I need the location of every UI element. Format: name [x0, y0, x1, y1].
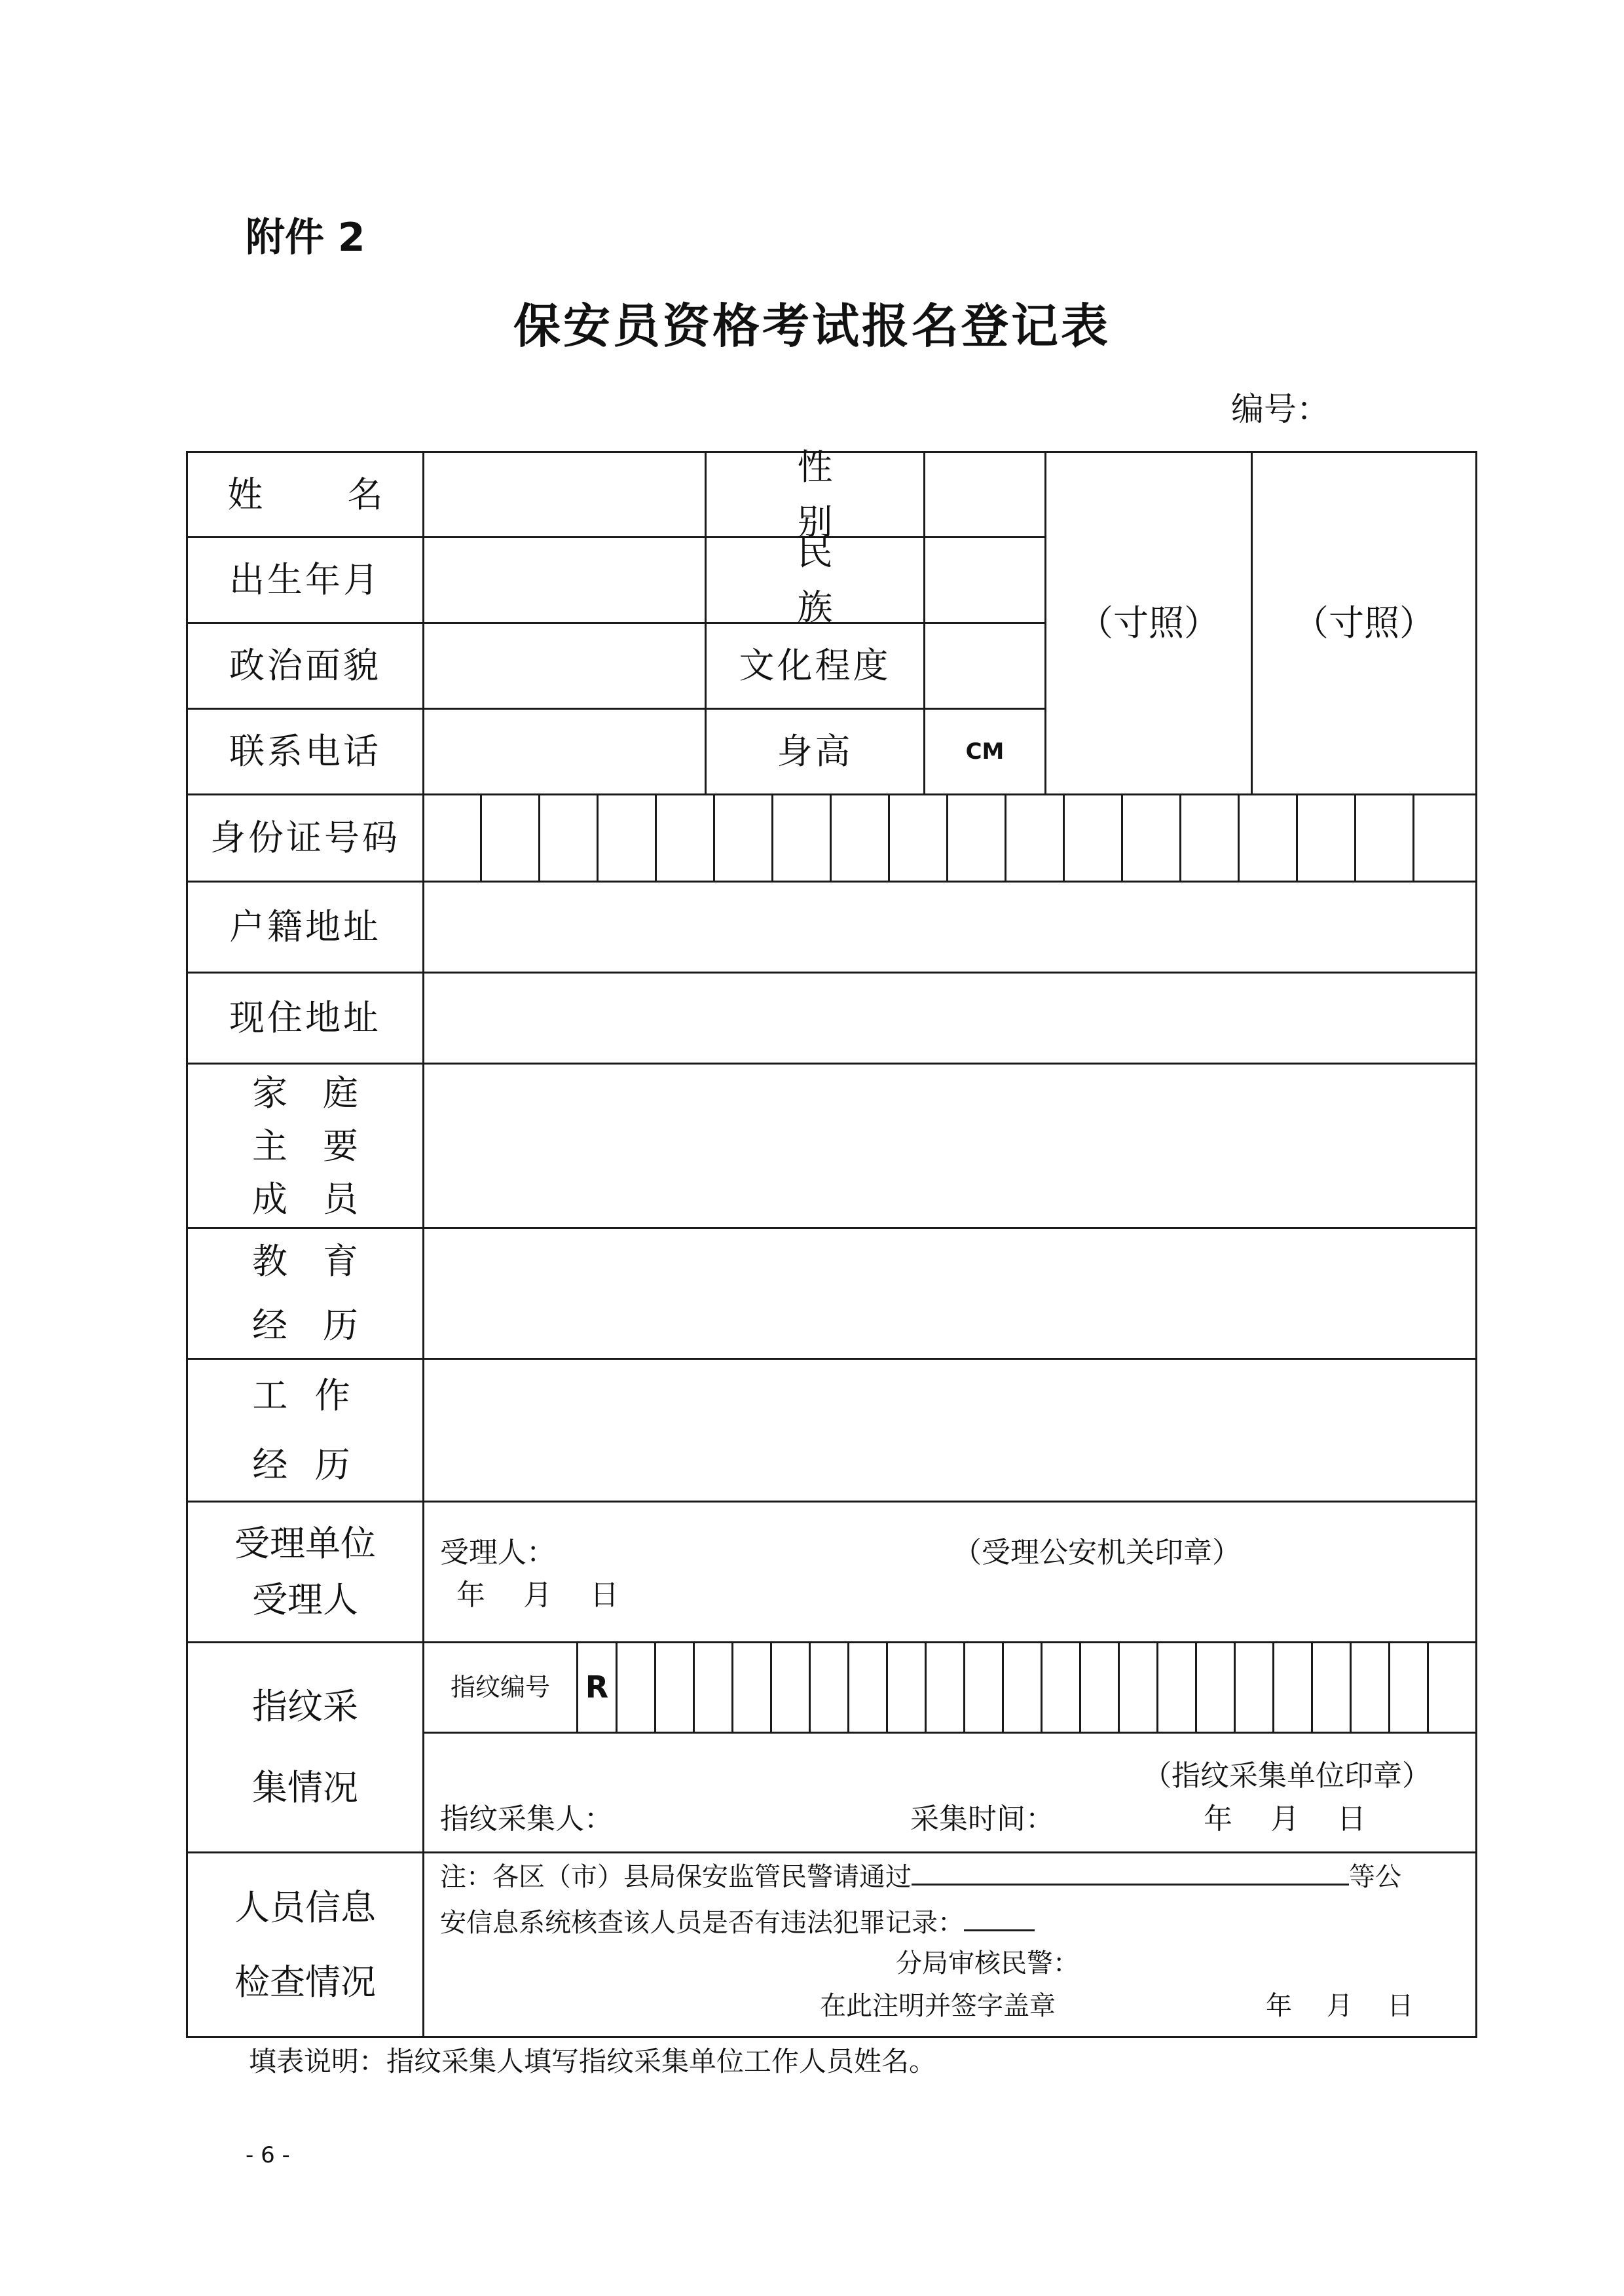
- photo-box-1: [1046, 453, 1251, 793]
- phone-label: 联系电话: [229, 731, 381, 773]
- fingerprint-seal-note: （指纹采集单位印章）: [1143, 1759, 1431, 1793]
- photo-placeholder-2: （寸照）: [1293, 602, 1435, 644]
- photo-placeholder-1: （寸照）: [1078, 602, 1219, 644]
- fingerprint-box-line: [1002, 1641, 1004, 1733]
- household-address-field[interactable]: [424, 883, 1475, 972]
- name-label: 姓 名: [227, 473, 420, 515]
- political-status-field[interactable]: [424, 624, 705, 708]
- fingerprint-box-line: [731, 1641, 733, 1733]
- residence-address-field[interactable]: [424, 974, 1475, 1063]
- fingerprint-box-line: [1234, 1641, 1236, 1733]
- photo-box-2: [1253, 453, 1475, 793]
- fingerprint-prefix: R: [585, 1669, 609, 1705]
- fingerprint-box-line: [1272, 1641, 1274, 1733]
- acceptor-label: 受理人：: [440, 1536, 555, 1569]
- fingerprint-box-line: [1118, 1641, 1120, 1733]
- ethnicity-label: 民 族: [797, 532, 870, 628]
- height-label: 身高: [777, 731, 853, 773]
- education-history-field[interactable]: [424, 1229, 1475, 1358]
- fingerprint-box-line: [654, 1641, 656, 1733]
- residence-address-label: 现住地址: [229, 997, 381, 1039]
- serial-number-label: 编号：: [1231, 390, 1329, 428]
- fingerprint-box-line: [963, 1641, 965, 1733]
- reviewer-label: 分局审核民警：: [896, 1948, 1079, 1978]
- gender-label: 性 别: [797, 446, 870, 543]
- id-number-label: 身份证号码: [210, 817, 400, 859]
- fingerprint-box-line: [616, 1641, 618, 1733]
- fingerprint-box-line: [847, 1641, 849, 1733]
- fingerprint-box-line: [886, 1641, 888, 1733]
- education-level-field[interactable]: [925, 624, 1044, 708]
- education-level-label: 文化程度: [739, 645, 891, 687]
- fingerprint-collector-label: 指纹采集人：: [440, 1802, 613, 1836]
- fingerprint-box-line: [1427, 1641, 1429, 1733]
- name-field[interactable]: [424, 453, 705, 536]
- fill-instructions: 填表说明：指纹采集人填写指纹采集单位工作人员姓名。: [249, 2045, 937, 2077]
- collection-time-label: 采集时间：: [910, 1802, 1054, 1836]
- fingerprint-box-line: [1311, 1641, 1313, 1733]
- fingerprint-box-line: [1388, 1641, 1390, 1733]
- political-status-label: 政治面貌: [229, 645, 381, 687]
- id-number-field[interactable]: [424, 795, 1475, 881]
- acceptance-label: 受理单位 受理人: [234, 1522, 376, 1620]
- height-unit: CM: [965, 738, 1005, 765]
- fingerprint-box-line: [1041, 1641, 1043, 1733]
- ethnicity-field[interactable]: [925, 538, 1044, 622]
- table-border-bottom: [186, 2036, 1477, 2038]
- fingerprint-box-line: [1079, 1641, 1081, 1733]
- fingerprint-box-line: [925, 1641, 927, 1733]
- fingerprint-label: 指纹采 集情况: [252, 1685, 358, 1808]
- acceptance-seal-note: （受理公安机关印章）: [953, 1536, 1241, 1569]
- fingerprint-box-line: [1195, 1641, 1197, 1733]
- fingerprint-box-line: [693, 1641, 695, 1733]
- collection-date: 年 月 日: [1204, 1802, 1366, 1836]
- fingerprint-box-line: [1350, 1641, 1352, 1733]
- gender-field[interactable]: [925, 453, 1044, 536]
- birth-label: 出生年月: [229, 559, 381, 601]
- attachment-label: 附件 2: [246, 215, 365, 261]
- phone-field[interactable]: [424, 710, 705, 793]
- household-address-label: 户籍地址: [229, 906, 381, 948]
- family-members-field[interactable]: [424, 1065, 1475, 1227]
- birth-field[interactable]: [424, 538, 705, 622]
- work-history-field[interactable]: [424, 1360, 1475, 1501]
- sign-note: 在此注明并签字盖章: [820, 1991, 1056, 2021]
- check-date: 年 月 日: [1266, 1991, 1414, 2021]
- acceptance-date: 年 月 日: [456, 1578, 619, 1612]
- fingerprint-box-line: [770, 1641, 772, 1733]
- form-title: 保安员资格考试报名登记表: [513, 299, 1111, 354]
- page-number: - 6 -: [246, 2142, 290, 2168]
- background-check-label: 人员信息 检查情况: [234, 1887, 376, 2003]
- fingerprint-box-line: [1156, 1641, 1158, 1733]
- grid-line: [422, 1732, 1477, 1734]
- check-note-line2: 安信息系统核查该人员是否有违法犯罪记录：: [440, 1902, 1035, 1939]
- family-members-label: 家 庭 主 要 成 员: [252, 1072, 358, 1220]
- fingerprint-box-line: [809, 1641, 811, 1733]
- check-note-line1: 注：各区（市）县局保安监管民警请通过 等公: [440, 1856, 1401, 1893]
- work-history-label: 工 作 经 历: [252, 1375, 358, 1485]
- table-border-right: [1475, 451, 1477, 2038]
- fingerprint-number-label: 指纹编号: [450, 1673, 550, 1702]
- education-history-label: 教 育 经 历: [252, 1241, 358, 1346]
